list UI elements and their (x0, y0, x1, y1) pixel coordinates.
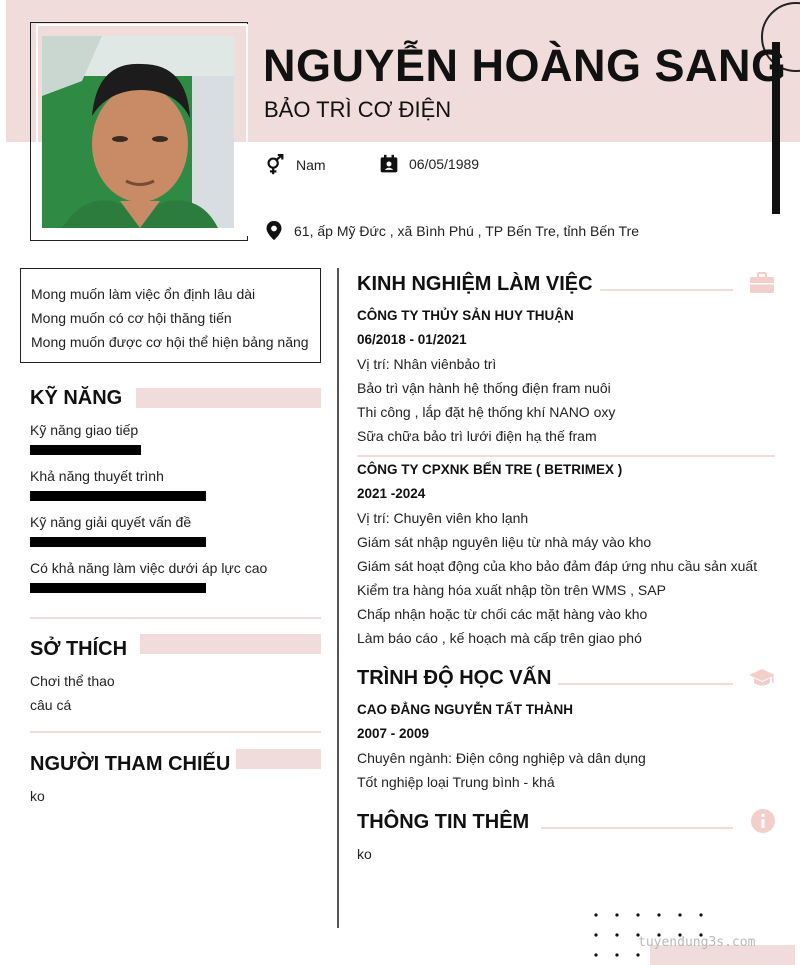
candidate-name: NGUYỄN HOÀNG SANG (263, 40, 787, 91)
hobby-item: câu cá (30, 697, 72, 713)
gender-row (264, 154, 326, 176)
objective-line: Mong muốn làm việc ổn định lâu dài (31, 286, 256, 302)
objective-line: Mong muốn có cơ hội thăng tiến (31, 310, 232, 326)
skill-label: Kỹ năng giải quyết vấn đề (30, 514, 192, 530)
skill-level-bar (30, 583, 206, 593)
watermark: tuyendung3s.com (638, 935, 756, 950)
birthdate-row (379, 154, 479, 174)
job-detail: Bảo trì vận hành hệ thống điện fram nuôi (357, 380, 611, 396)
job-detail: Thi công , lắp đặt hệ thống khí NANO oxy (357, 404, 616, 420)
skill-level-bar (30, 491, 206, 501)
section-divider (30, 617, 321, 619)
skill-label: Khả năng thuyết trình (30, 468, 164, 484)
education-period: 2007 - 2009 (357, 726, 430, 741)
job-detail: Làm báo cáo , kế hoạch mà cấp trên giao phó (357, 630, 642, 646)
job-detail: Giám sát hoạt động của kho bảo đảm đáp ứng nhu cầu sản xuất (357, 558, 758, 574)
references-content: ko (30, 788, 45, 804)
gender-value: Nam (296, 157, 326, 173)
skill-label: Có khả năng làm việc dưới áp lực cao (30, 560, 268, 576)
section-divider (30, 731, 321, 733)
references-title: NGƯỜI THAM CHIẾU (30, 753, 231, 775)
birthdate-value: 06/05/1989 (409, 156, 480, 172)
hobby-item: Chơi thể thao (30, 673, 115, 689)
skill-label: Kỹ năng giao tiếp (30, 422, 139, 438)
column-divider (337, 268, 339, 928)
experience-title: KINH NGHIỆM LÀM VIỆC (357, 273, 593, 295)
additional-info-content: ko (357, 846, 372, 862)
education-title-line (558, 683, 733, 685)
company-name: CÔNG TY CPXNK BẾN TRE ( BETRIMEX ) (357, 462, 623, 477)
job-detail: Sữa chữa bảo trì lưới điện hạ thế fram (357, 428, 597, 444)
job-detail: Chấp nhận hoặc từ chối các mặt hàng vào kho (357, 606, 648, 622)
career-objective (20, 268, 321, 363)
skills-title-bar (136, 388, 321, 408)
school-name: CAO ĐẲNG NGUYỄN TẤT THÀNH (357, 702, 573, 717)
graduation-cap-icon (748, 668, 776, 688)
additional-info-title: THÔNG TIN THÊM (357, 811, 530, 833)
skill-level-bar (30, 445, 141, 455)
objective-line: Mong muốn được cơ hội thể hiện bảng năng (31, 334, 309, 350)
job-detail: Vị trí: Nhân viênbảo trì (357, 356, 497, 372)
skill-level-bar (30, 537, 206, 547)
map-pin-icon (264, 220, 284, 242)
gender-icon (264, 154, 286, 176)
company-name: CÔNG TY THỦY SẢN HUY THUẬN (357, 308, 574, 323)
additional-title-line (541, 827, 733, 829)
address-row (264, 220, 639, 242)
address-value: 61, ấp Mỹ Đức , xã Bình Phú , TP Bến Tre, tỉnh Bến Tre (294, 223, 640, 239)
profile-photo (42, 36, 234, 228)
job-detail: Kiểm tra hàng hóa xuất nhập tồn trên WMS , SAP (357, 582, 666, 598)
education-detail: Chuyên ngành: Điện công nghiệp và dân dụng (357, 750, 646, 766)
job-period: 2021 -2024 (357, 486, 426, 501)
hobbies-title-bar (140, 634, 321, 654)
education-title: TRÌNH ĐỘ HỌC VẤN (357, 667, 552, 689)
job-detail: Vị trí: Chuyên viên kho lạnh (357, 510, 529, 526)
hobbies-title: SỞ THÍCH (30, 638, 128, 660)
calendar-user-icon (379, 154, 399, 174)
job-divider (357, 455, 775, 457)
info-circle-icon (750, 808, 776, 834)
briefcase-icon (749, 272, 775, 294)
job-period: 06/2018 - 01/2021 (357, 332, 467, 347)
job-title: BẢO TRÌ CƠ ĐIỆN (264, 97, 452, 122)
skills-title: KỸ NĂNG (30, 387, 123, 409)
experience-title-line (600, 289, 733, 291)
job-detail: Giám sát nhập nguyên liệu từ nhà máy vào kho (357, 534, 652, 550)
education-detail: Tốt nghiệp loại Trung bình - khá (357, 774, 555, 790)
references-title-bar (236, 749, 321, 769)
